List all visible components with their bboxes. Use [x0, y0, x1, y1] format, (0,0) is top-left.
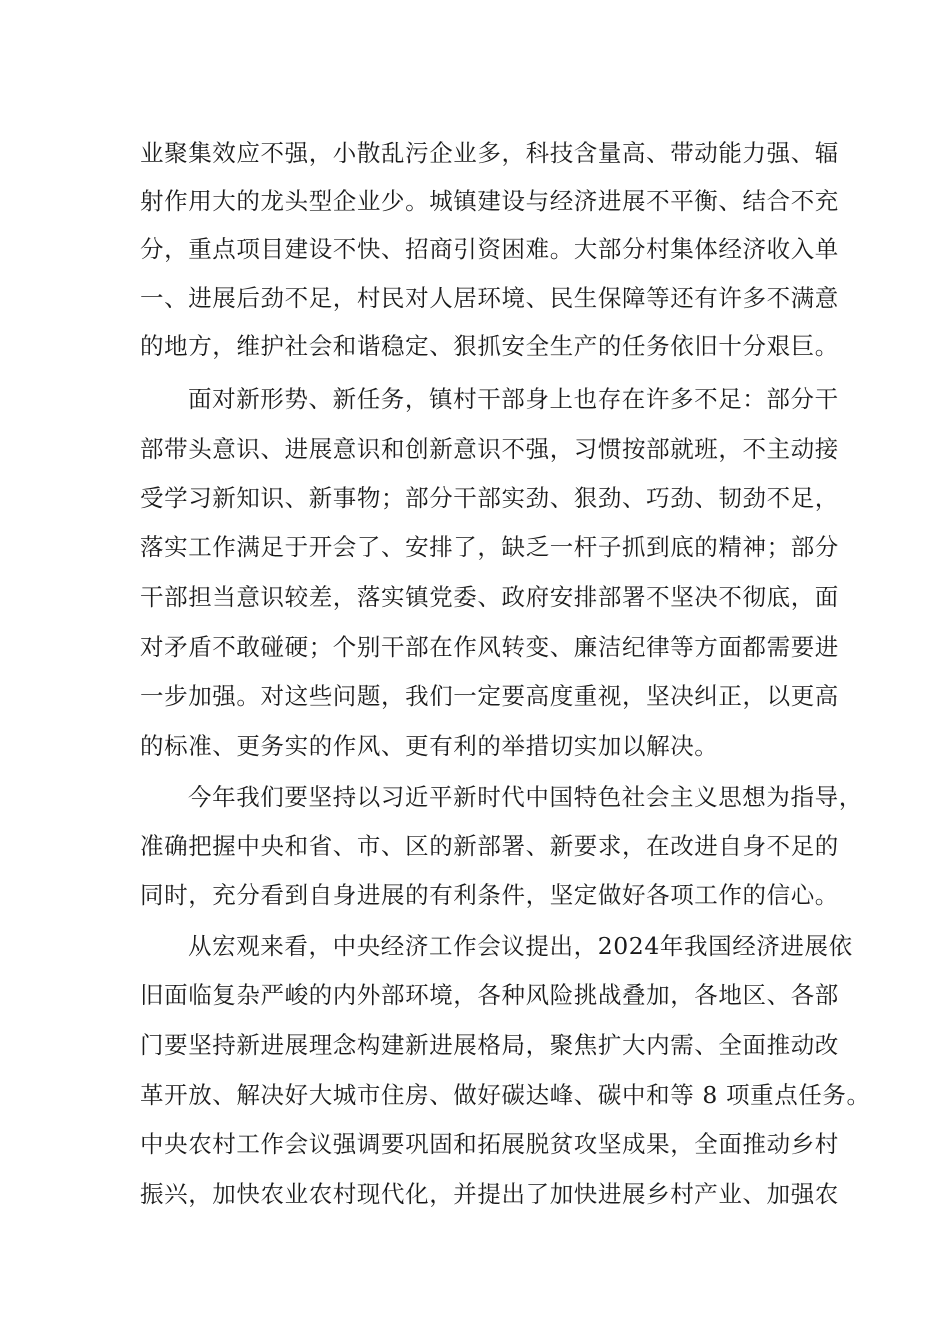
text-line: 落实工作满足于开会了、安排了，缺乏一杆子抓到底的精神；部分 — [140, 533, 839, 561]
text-line: 同时，充分看到自身进展的有利条件，坚定做好各项工作的信心。 — [140, 881, 839, 909]
text-line: 的地方，维护社会和谐稳定、狠抓安全生产的任务依旧十分艰巨。 — [140, 332, 839, 360]
text-line: 干部担当意识较差，落实镇党委、政府安排部署不坚决不彻底，面 — [140, 583, 839, 611]
text-line: 革开放、解决好大城市住房、做好碳达峰、碳中和等 8 项重点任务。 — [140, 1081, 871, 1109]
text-line: 旧面临复杂严峻的内外部环境，各种风险挑战叠加，各地区、各部 — [140, 981, 839, 1009]
text-line: 振兴，加快农业农村现代化，并提出了加快进展乡村产业、加强农 — [140, 1180, 839, 1208]
text-line: 对矛盾不敢碰硬；个别干部在作风转变、廉洁纪律等方面都需要进 — [140, 633, 839, 661]
text-line: 射作用大的龙头型企业少。城镇建设与经济进展不平衡、结合不充 — [140, 187, 839, 215]
text-line: 的标准、更务实的作风、更有利的举措切实加以解决。 — [140, 732, 719, 760]
text-line: 一、进展后劲不足，村民对人居环境、民生保障等还有许多不满意 — [140, 284, 839, 312]
text-line: 业聚集效应不强，小散乱污企业多，科技含量高、带动能力强、辐 — [140, 139, 839, 167]
text-line: 部带头意识、进展意识和创新意识不强，习惯按部就班，不主动接 — [140, 435, 839, 463]
text-line: 门要坚持新进展理念构建新进展格局，聚焦扩大内需、全面推动改 — [140, 1031, 839, 1059]
text-line: 受学习新知识、新事物；部分干部实劲、狠劲、巧劲、韧劲不足， — [140, 484, 839, 512]
text-line: 准确把握中央和省、市、区的新部署、新要求，在改进自身不足的 — [140, 832, 839, 860]
text-line: 分，重点项目建设不快、招商引资困难。大部分村集体经济收入单 — [140, 235, 839, 263]
paragraph-first-line: 面对新形势、新任务，镇村干部身上也存在许多不足：部分干 — [188, 385, 839, 413]
text-line: 中央农村工作会议强调要巩固和拓展脱贫攻坚成果，全面推动乡村 — [140, 1130, 839, 1158]
text-line: 一步加强。对这些问题，我们一定要高度重视，坚决纠正，以更高 — [140, 682, 839, 710]
paragraph-first-line: 今年我们要坚持以习近平新时代中国特色社会主义思想为指导， — [188, 783, 863, 811]
paragraph-first-line: 从宏观来看，中央经济工作会议提出，2024年我国经济进展依 — [188, 932, 853, 960]
